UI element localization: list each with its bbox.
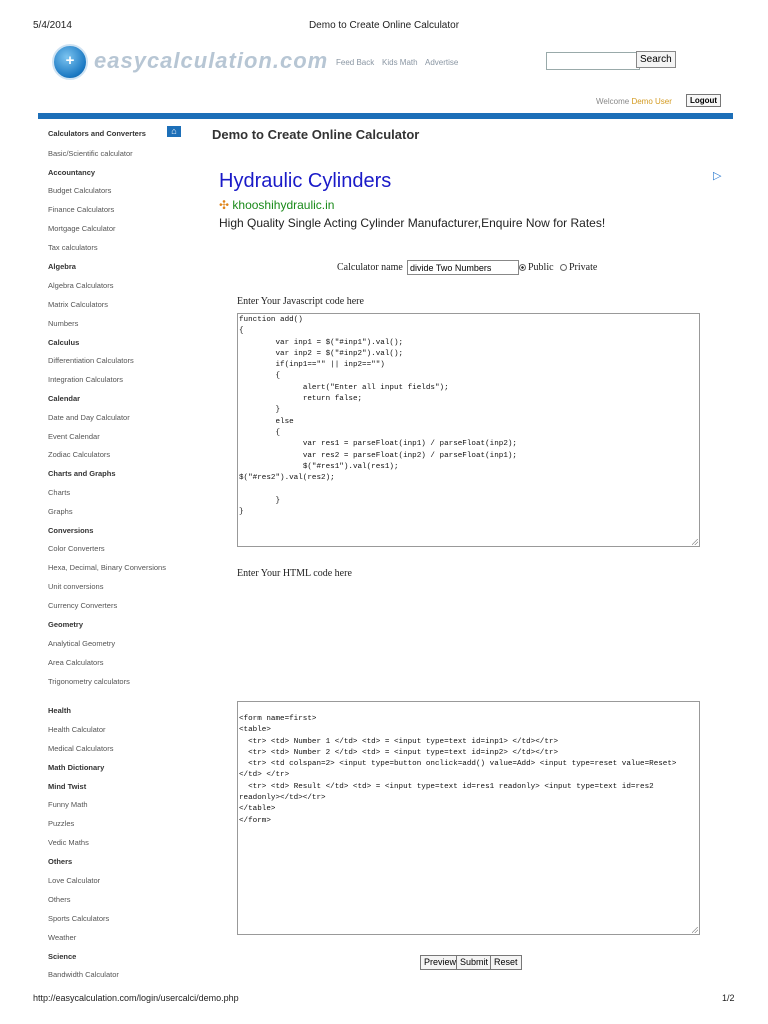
print-date: 5/4/2014 bbox=[33, 20, 72, 31]
ad-url-text: khooshihydraulic.in bbox=[232, 198, 335, 212]
sidebar-item[interactable]: Area Calculators bbox=[48, 658, 104, 667]
radio-unchecked-icon bbox=[560, 264, 567, 271]
html-code-textarea[interactable] bbox=[237, 701, 700, 935]
welcome-text bbox=[596, 97, 672, 106]
sidebar-item[interactable]: Trigonometry calculators bbox=[48, 677, 130, 686]
sidebar-item[interactable]: Zodiac Calculators bbox=[48, 450, 111, 459]
sidebar-item[interactable]: Vedic Maths bbox=[48, 838, 89, 847]
sidebar-header: Calculators and Converters bbox=[48, 129, 146, 138]
sidebar-item[interactable]: Basic/Scientific calculator bbox=[48, 149, 133, 158]
sidebar-item[interactable]: Funny Math bbox=[48, 800, 88, 809]
sidebar-item[interactable]: Others bbox=[48, 895, 71, 904]
sidebar-item[interactable]: Event Calendar bbox=[48, 432, 100, 441]
print-title: Demo to Create Online Calculator bbox=[308, 20, 460, 31]
radio-checked-icon bbox=[519, 264, 526, 271]
page-title: Demo to Create Online Calculator bbox=[212, 127, 420, 142]
sidebar-category[interactable]: Others bbox=[48, 857, 73, 866]
sidebar-category[interactable]: Charts and Graphs bbox=[48, 469, 116, 478]
sidebar-item[interactable]: Sports Calculators bbox=[48, 914, 110, 923]
logo-icon[interactable] bbox=[52, 44, 88, 80]
sidebar-item[interactable]: Budget Calculators bbox=[48, 186, 112, 195]
sidebar-category[interactable]: Math Dictionary bbox=[48, 763, 105, 772]
sidebar-category[interactable]: Algebra bbox=[48, 262, 76, 271]
sidebar-category[interactable]: Science bbox=[48, 952, 77, 961]
footer-page-number: 1/2 bbox=[722, 993, 735, 1003]
logo-symbol: + bbox=[65, 52, 75, 69]
private-label: Private bbox=[569, 262, 598, 273]
sidebar-item[interactable]: Algebra Calculators bbox=[48, 281, 114, 290]
logo-text[interactable]: easycalculation.com bbox=[94, 48, 329, 73]
html-code-text: <form name=first> <table> <tr> <td> Number 1 </td> <td> = <input type=text id=inp1> </td></tr> <tr> <td> Number 2 </td> <td> = <input type=text id=inp2> </td></tr> <tr> <td colspan=2> <input type=button onclick=add() value=Add> <input type=reset value=Reset> </td> </tr> <tr> <td> Result </td> <td> = <input type=text id=res1 readonly> <input type=text id=res2 readonly></td></tr> </table> </form> bbox=[239, 715, 677, 825]
sidebar-item[interactable]: Weather bbox=[48, 933, 77, 942]
resize-handle[interactable] bbox=[692, 539, 698, 545]
sidebar-category[interactable]: Calendar bbox=[48, 394, 81, 403]
private-radio[interactable] bbox=[560, 262, 597, 273]
sidebar-category[interactable]: Calculus bbox=[48, 338, 80, 347]
submit-button[interactable]: Submit bbox=[456, 955, 492, 970]
public-radio[interactable] bbox=[519, 262, 554, 273]
ad-pin-icon: ✣ bbox=[219, 198, 230, 212]
welcome-label: Welcome bbox=[596, 97, 630, 106]
sidebar-item[interactable]: Currency Converters bbox=[48, 601, 118, 610]
sidebar-item[interactable]: Puzzles bbox=[48, 819, 75, 828]
kids-math-link[interactable]: Kids Math bbox=[382, 58, 418, 67]
calculator-name-input[interactable] bbox=[407, 260, 519, 275]
sidebar-item[interactable]: Charts bbox=[48, 488, 71, 497]
sidebar-item[interactable]: Differentiation Calculators bbox=[48, 356, 134, 365]
js-code-text: function add() { var inp1 = $("#inp1").val(); var inp2 = $("#inp2").val(); if(inp1=="" || inp2=="") { alert("Enter all input fields"); return false; } else { var res1 = parseFloat(inp1) / parseFloat(inp2); var res2 = parseFloat(inp2) / parseFloat(inp1); $("#res1").val(res1); $("#res2").val(res2); } } bbox=[239, 316, 517, 517]
user-name[interactable]: Demo User bbox=[631, 97, 672, 106]
sidebar-item[interactable]: Health Calculator bbox=[48, 725, 106, 734]
sidebar-item[interactable]: Love Calculator bbox=[48, 876, 101, 885]
sidebar-item[interactable]: Color Converters bbox=[48, 544, 105, 553]
html-code-label: Enter Your HTML code here bbox=[237, 568, 352, 579]
sidebar-item[interactable]: Matrix Calculators bbox=[48, 300, 109, 309]
sidebar-item[interactable]: Mortgage Calculator bbox=[48, 224, 116, 233]
sidebar-item[interactable]: Analytical Geometry bbox=[48, 639, 116, 648]
ad-description: High Quality Single Acting Cylinder Manufacturer,Enquire Now for Rates! bbox=[219, 216, 606, 230]
ad-url-link[interactable] bbox=[219, 198, 334, 212]
sidebar-item[interactable]: Finance Calculators bbox=[48, 205, 115, 214]
ad-choices-icon[interactable]: ▷ bbox=[713, 170, 722, 182]
js-code-textarea[interactable] bbox=[237, 313, 700, 547]
sidebar-item[interactable]: Integration Calculators bbox=[48, 375, 124, 384]
sidebar-item[interactable]: Bandwidth Calculator bbox=[48, 970, 119, 979]
sidebar-category[interactable]: Accountancy bbox=[48, 168, 96, 177]
resize-handle[interactable] bbox=[692, 927, 698, 933]
search-input[interactable] bbox=[546, 52, 640, 70]
feedback-link[interactable]: Feed Back bbox=[336, 58, 375, 67]
search-button[interactable]: Search bbox=[636, 51, 676, 68]
sidebar-item[interactable]: Medical Calculators bbox=[48, 744, 114, 753]
reset-button[interactable]: Reset bbox=[490, 955, 522, 970]
calculator-name-label: Calculator name bbox=[337, 262, 403, 273]
sidebar-item[interactable]: Tax calculators bbox=[48, 243, 98, 252]
preview-button[interactable]: Preview bbox=[420, 955, 460, 970]
home-icon[interactable]: ⌂ bbox=[167, 126, 181, 137]
sidebar-item[interactable]: Unit conversions bbox=[48, 582, 104, 591]
header-divider bbox=[38, 113, 733, 119]
ad-title-link[interactable]: Hydraulic Cylinders bbox=[219, 170, 392, 192]
sidebar-category[interactable]: Health bbox=[48, 706, 71, 715]
public-label: Public bbox=[528, 262, 554, 273]
logout-button[interactable]: Logout bbox=[686, 94, 721, 107]
sidebar-item[interactable]: Date and Day Calculator bbox=[48, 413, 130, 422]
sidebar-item[interactable]: Graphs bbox=[48, 507, 73, 516]
sidebar-item[interactable]: Hexa, Decimal, Binary Conversions bbox=[48, 563, 166, 572]
sidebar-category[interactable]: Conversions bbox=[48, 526, 94, 535]
sidebar-item[interactable]: Numbers bbox=[48, 319, 79, 328]
sidebar-category[interactable]: Geometry bbox=[48, 620, 84, 629]
footer-url: http://easycalculation.com/login/usercalci/demo.php bbox=[33, 993, 239, 1003]
sidebar-category[interactable]: Mind Twist bbox=[48, 782, 87, 791]
js-code-label: Enter Your Javascript code here bbox=[237, 296, 364, 307]
advertise-link[interactable]: Advertise bbox=[425, 58, 459, 67]
